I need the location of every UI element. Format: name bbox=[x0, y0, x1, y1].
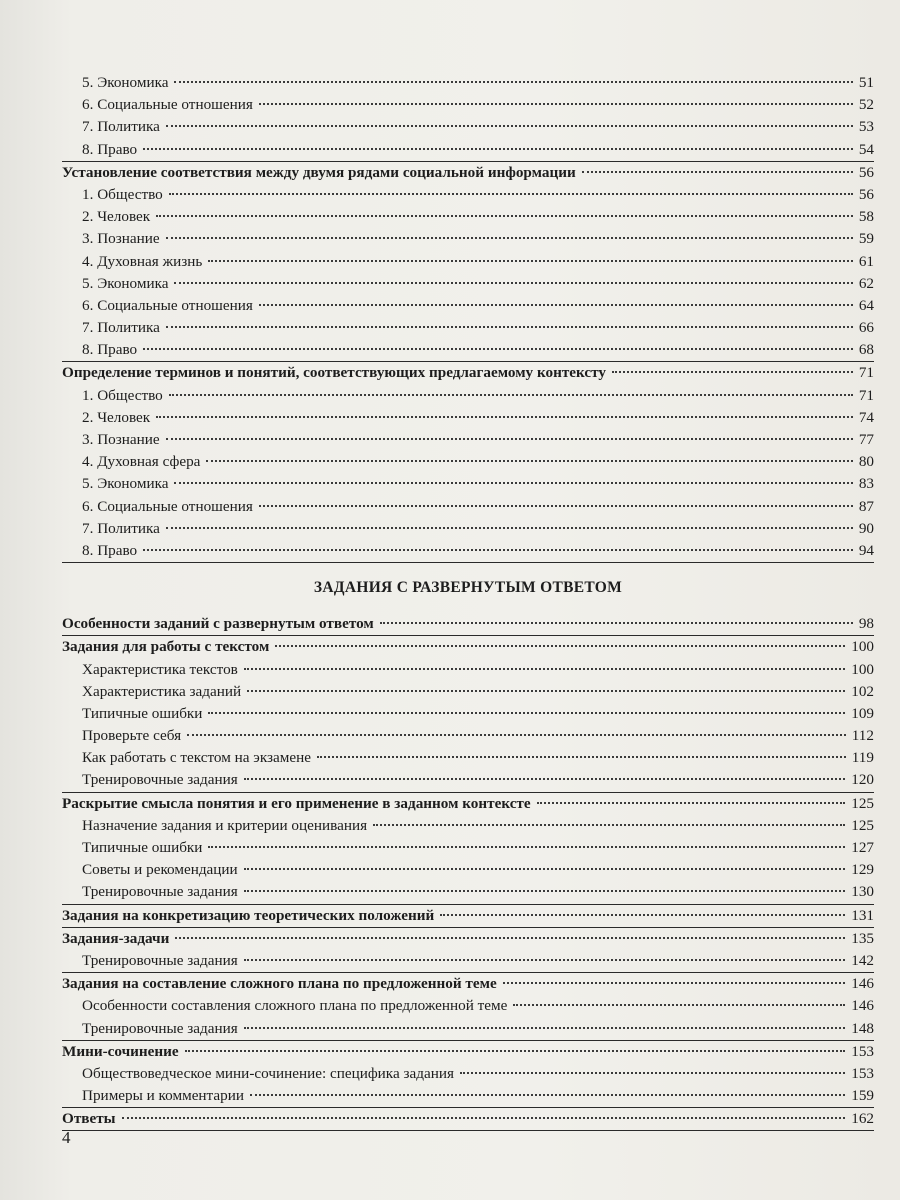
toc-entry-title: Особенности составления сложного плана по предложенной теме bbox=[82, 997, 508, 1015]
toc-entry-page: 83 bbox=[858, 475, 874, 493]
toc-entry-page: 135 bbox=[851, 929, 874, 947]
toc-section-test-tasks bbox=[62, 72, 874, 563]
toc-entry-title: Тренировочные задания bbox=[82, 951, 238, 969]
toc-entry-title: Как работать с текстом на экзамене bbox=[82, 749, 311, 767]
toc-chapter-entry bbox=[62, 1108, 874, 1131]
toc-subentry bbox=[62, 725, 874, 747]
dot-leader bbox=[275, 645, 845, 647]
dot-leader bbox=[582, 171, 853, 173]
toc-entry-title: Определение терминов и понятий, соответствующих предлагаемому контексту bbox=[62, 364, 607, 382]
toc-subentry bbox=[62, 540, 874, 563]
toc-entry-page: 52 bbox=[858, 96, 874, 114]
toc-chapter-entry bbox=[62, 613, 874, 636]
toc-entry-page: 153 bbox=[851, 1064, 874, 1082]
toc-entry-page: 98 bbox=[858, 615, 874, 633]
toc-entry-page: 159 bbox=[851, 1087, 874, 1105]
dot-leader bbox=[166, 237, 853, 239]
dot-leader bbox=[250, 1094, 845, 1096]
toc-entry-page: 102 bbox=[851, 682, 874, 700]
toc-subentry bbox=[62, 473, 874, 495]
toc-subentry bbox=[62, 228, 874, 250]
toc-subentry bbox=[62, 950, 874, 973]
toc-entry-page: 146 bbox=[851, 975, 874, 993]
toc-entry-page: 120 bbox=[851, 771, 874, 789]
toc-entry-page: 109 bbox=[851, 704, 874, 722]
dot-leader bbox=[166, 125, 853, 127]
dot-leader bbox=[537, 802, 846, 804]
dot-leader bbox=[169, 394, 853, 396]
toc-entry-title: 3. Познание bbox=[82, 230, 160, 248]
toc-entry-title: 7. Политика bbox=[82, 118, 160, 136]
dot-leader bbox=[166, 326, 853, 328]
toc-entry-title: 7. Политика bbox=[82, 319, 160, 337]
toc-subentry bbox=[62, 859, 874, 881]
dot-leader bbox=[244, 890, 846, 892]
dot-leader bbox=[317, 756, 846, 758]
dot-leader bbox=[122, 1117, 846, 1119]
toc-entry-title: 5. Экономика bbox=[82, 475, 169, 493]
dot-leader bbox=[169, 193, 853, 195]
toc-entry-title: Раскрытие смысла понятия и его применение в заданном контексте bbox=[62, 794, 531, 812]
dot-leader bbox=[244, 959, 846, 961]
toc-entry-title: 4. Духовная сфера bbox=[82, 453, 201, 471]
toc-entry-title: Задания на составление сложного плана по предложенной теме bbox=[62, 975, 497, 993]
toc-entry-page: 61 bbox=[858, 252, 874, 270]
toc-entry-title: Установление соответствия между двумя рядами социальной информации bbox=[62, 163, 576, 181]
toc-entry-title: 2. Человек bbox=[82, 408, 151, 426]
toc-entry-page: 125 bbox=[851, 816, 874, 834]
toc-subentry bbox=[62, 407, 874, 429]
dot-leader bbox=[166, 527, 853, 529]
toc-entry-page: 131 bbox=[851, 906, 874, 924]
dot-leader bbox=[175, 937, 845, 939]
toc-entry-page: 74 bbox=[858, 408, 874, 426]
toc-entry-page: 64 bbox=[858, 296, 874, 314]
toc-entry-title: Назначение задания и критерии оценивания bbox=[82, 816, 368, 834]
toc-entry-title: Задания-задачи bbox=[62, 929, 170, 947]
toc-subentry bbox=[62, 72, 874, 94]
dot-leader bbox=[206, 460, 852, 462]
toc-entry-title: 3. Познание bbox=[82, 431, 160, 448]
dot-leader bbox=[156, 215, 853, 217]
toc-entry-title: 8. Право bbox=[82, 140, 138, 158]
toc-subentry bbox=[62, 116, 874, 138]
toc-entry-title: 6. Социальные отношения bbox=[82, 296, 253, 314]
dot-leader bbox=[380, 622, 853, 624]
toc-entry-title: 1. Общество bbox=[82, 386, 163, 404]
dot-leader bbox=[166, 438, 853, 440]
toc-entry-title: Задания для работы с текстом bbox=[62, 638, 270, 656]
toc-entry-page: 58 bbox=[858, 208, 874, 226]
toc-subentry bbox=[62, 815, 874, 837]
toc-chapter-entry bbox=[62, 793, 874, 815]
toc-entry-title: 5. Экономика bbox=[82, 74, 169, 91]
toc-entry-page: 71 bbox=[858, 386, 874, 404]
toc-subentry bbox=[62, 206, 874, 228]
toc-subentry bbox=[62, 385, 874, 407]
toc-entry-page: 87 bbox=[858, 497, 874, 515]
toc-entry-page: 71 bbox=[858, 364, 874, 382]
toc-subentry bbox=[62, 339, 874, 362]
toc-entry-title: 6. Социальные отношения bbox=[82, 96, 253, 114]
toc-chapter-entry bbox=[62, 928, 874, 950]
dot-leader bbox=[244, 668, 845, 670]
toc-entry-page: 90 bbox=[858, 519, 874, 537]
toc-entry-page: 148 bbox=[851, 1019, 874, 1037]
toc-entry-page: 77 bbox=[858, 431, 874, 448]
toc-section-extended-answers bbox=[62, 613, 874, 1131]
dot-leader bbox=[244, 778, 846, 780]
toc-chapter-entry bbox=[62, 1041, 874, 1063]
toc-entry-title: 7. Политика bbox=[82, 519, 160, 537]
toc-entry-title: Примеры и комментарии bbox=[82, 1087, 244, 1105]
toc-subentry bbox=[62, 1085, 874, 1108]
dot-leader bbox=[259, 304, 853, 306]
dot-leader bbox=[247, 690, 845, 692]
toc-entry-page: 100 bbox=[851, 638, 874, 656]
toc-subentry bbox=[62, 837, 874, 859]
toc-entry-page: 153 bbox=[851, 1042, 874, 1060]
toc-entry-page: 125 bbox=[851, 794, 874, 812]
toc-entry-page: 56 bbox=[858, 163, 874, 181]
toc-entry-title: 2. Человек bbox=[82, 208, 151, 226]
dot-leader bbox=[208, 712, 845, 714]
dot-leader bbox=[143, 348, 853, 350]
dot-leader bbox=[208, 260, 853, 262]
toc-subentry bbox=[62, 1063, 874, 1085]
toc-entry-title: 8. Право bbox=[82, 541, 138, 559]
toc-subentry bbox=[62, 295, 874, 317]
toc-subentry bbox=[62, 273, 874, 295]
dot-leader bbox=[259, 103, 853, 105]
dot-leader bbox=[259, 505, 853, 507]
toc-entry-title: 5. Экономика bbox=[82, 274, 169, 292]
toc-entry-page: 59 bbox=[858, 230, 874, 248]
toc-entry-page: 94 bbox=[858, 541, 874, 559]
dot-leader bbox=[143, 148, 853, 150]
toc-entry-title: Ответы bbox=[62, 1110, 116, 1128]
toc-subentry bbox=[62, 317, 874, 339]
toc-entry-page: 80 bbox=[858, 453, 874, 471]
dot-leader bbox=[156, 416, 853, 418]
toc-entry-page: 53 bbox=[858, 118, 874, 136]
toc-entry-page: 146 bbox=[851, 997, 874, 1015]
dot-leader bbox=[373, 824, 845, 826]
toc-subentry bbox=[62, 518, 874, 540]
table-of-contents bbox=[62, 72, 874, 1131]
toc-subentry bbox=[62, 451, 874, 473]
toc-entry-title: Характеристика заданий bbox=[82, 682, 242, 700]
toc-subentry bbox=[62, 703, 874, 725]
toc-entry-page: 51 bbox=[858, 74, 874, 91]
toc-entry-page: 68 bbox=[858, 341, 874, 359]
dot-leader bbox=[187, 734, 846, 736]
toc-subentry bbox=[62, 659, 874, 681]
toc-chapter-entry bbox=[62, 162, 874, 184]
toc-entry-title: 1. Общество bbox=[82, 185, 163, 203]
toc-chapter-entry bbox=[62, 362, 874, 384]
page-number: 4 bbox=[62, 1128, 71, 1147]
toc-entry-page: 62 bbox=[858, 274, 874, 292]
dot-leader bbox=[208, 846, 845, 848]
dot-leader bbox=[244, 1027, 846, 1029]
toc-entry-page: 112 bbox=[851, 727, 874, 745]
toc-entry-title: 8. Право bbox=[82, 341, 138, 359]
toc-entry-title: Тренировочные задания bbox=[82, 1019, 238, 1037]
toc-entry-page: 162 bbox=[851, 1110, 874, 1128]
toc-entry-title: Проверьте себя bbox=[82, 727, 182, 745]
toc-subentry bbox=[62, 881, 874, 904]
toc-entry-title: Обществоведческое мини-сочинение: специфика задания bbox=[82, 1064, 454, 1082]
dot-leader bbox=[174, 282, 852, 284]
toc-entry-page: 66 bbox=[858, 319, 874, 337]
dot-leader bbox=[174, 482, 852, 484]
toc-entry-page: 54 bbox=[858, 140, 874, 158]
toc-subentry bbox=[62, 1018, 874, 1041]
toc-entry-page: 129 bbox=[851, 861, 874, 879]
toc-chapter-entry bbox=[62, 973, 874, 995]
toc-entry-title: Типичные ошибки bbox=[82, 704, 203, 722]
toc-entry-title: Типичные ошибки bbox=[82, 839, 203, 856]
toc-entry-title: Мини-сочинение bbox=[62, 1042, 179, 1060]
toc-entry-title: Характеристика текстов bbox=[82, 660, 238, 678]
toc-subentry bbox=[62, 995, 874, 1017]
toc-entry-page: 142 bbox=[851, 951, 874, 969]
toc-chapter-entry bbox=[62, 905, 874, 928]
toc-subentry bbox=[62, 681, 874, 703]
toc-subentry bbox=[62, 496, 874, 518]
dot-leader bbox=[244, 868, 846, 870]
dot-leader bbox=[440, 914, 845, 916]
toc-entry-title: Тренировочные задания bbox=[82, 771, 238, 789]
toc-subentry bbox=[62, 251, 874, 273]
dot-leader bbox=[174, 81, 852, 83]
toc-entry-page: 56 bbox=[858, 185, 874, 203]
toc-entry-page: 100 bbox=[851, 660, 874, 678]
toc-subentry bbox=[62, 139, 874, 162]
toc-entry-title: 6. Социальные отношения bbox=[82, 497, 253, 515]
dot-leader bbox=[513, 1004, 845, 1006]
toc-subentry bbox=[62, 94, 874, 116]
toc-entry-title: Тренировочные задания bbox=[82, 883, 238, 901]
toc-chapter-entry bbox=[62, 636, 874, 658]
toc-subentry bbox=[62, 184, 874, 206]
dot-leader bbox=[185, 1050, 846, 1052]
toc-entry-page: 119 bbox=[851, 749, 874, 767]
toc-entry-title: 4. Духовная жизнь bbox=[82, 252, 203, 270]
dot-leader bbox=[460, 1072, 845, 1074]
toc-subentry bbox=[62, 429, 874, 451]
toc-entry-title: Советы и рекомендации bbox=[82, 861, 238, 879]
toc-entry-title: Особенности заданий с развернутым ответом bbox=[62, 615, 374, 633]
toc-entry-page: 127 bbox=[851, 839, 874, 856]
section-heading: ЗАДАНИЯ С РАЗВЕРНУТЫМ ОТВЕТОМ bbox=[313, 579, 623, 597]
dot-leader bbox=[143, 549, 853, 551]
toc-subentry bbox=[62, 747, 874, 769]
dot-leader bbox=[612, 371, 853, 373]
toc-subentry bbox=[62, 769, 874, 792]
toc-entry-page: 130 bbox=[851, 883, 874, 901]
dot-leader bbox=[503, 982, 846, 984]
toc-entry-title: Задания на конкретизацию теоретических положений bbox=[62, 906, 435, 924]
